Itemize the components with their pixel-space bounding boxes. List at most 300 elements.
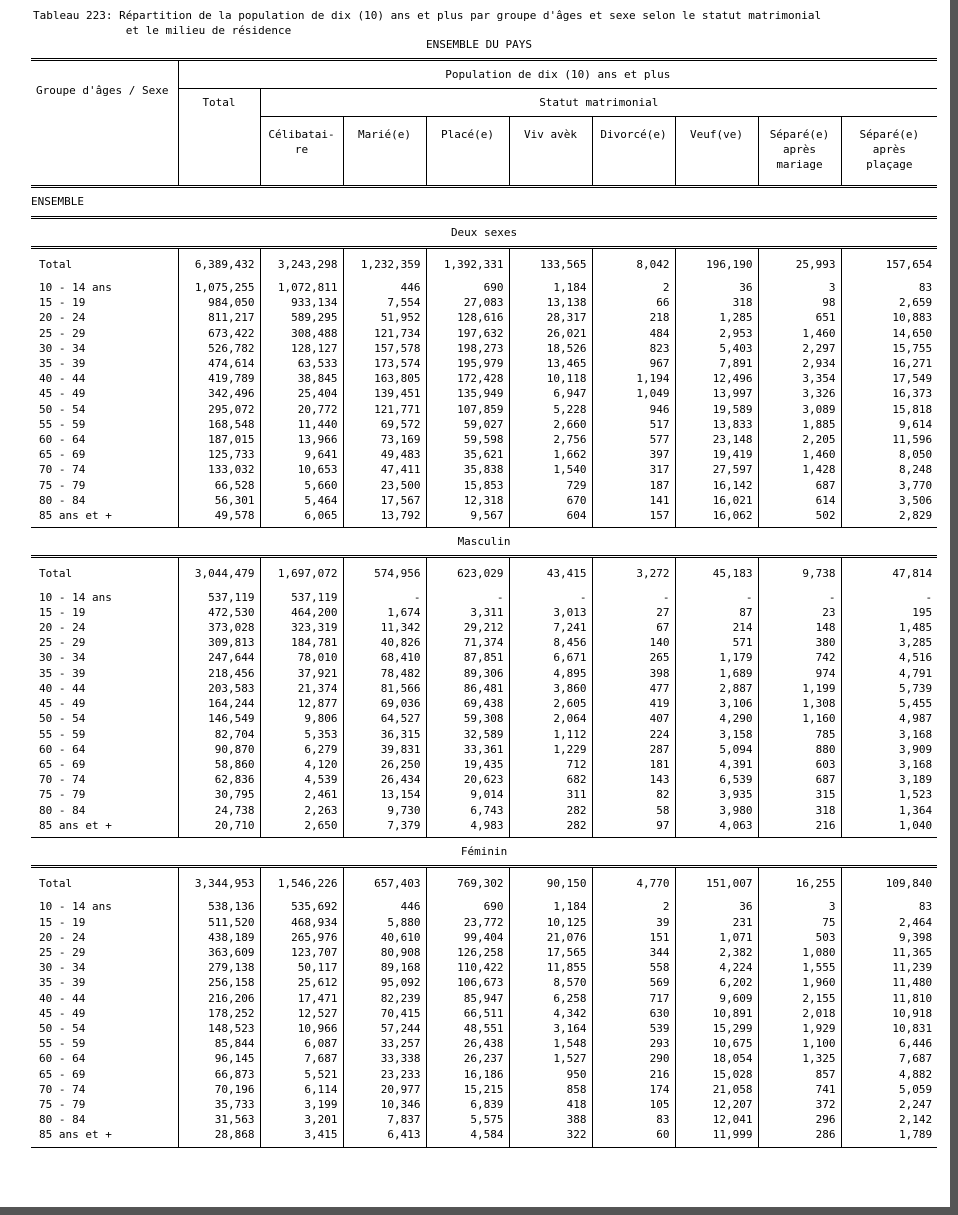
table-row [31, 899, 937, 914]
cell-value: 2,064 [509, 711, 592, 726]
cell-value: 133,565 [509, 257, 592, 272]
cell-value: 5,739 [841, 681, 937, 696]
cell-value: 81,566 [343, 681, 426, 696]
cell-value: 16,062 [675, 508, 758, 528]
cell-value: 187,015 [178, 432, 260, 447]
row-label: 60 - 64 [39, 433, 86, 447]
cell-value: 87,851 [426, 650, 509, 665]
cell-value: 67 [592, 620, 675, 635]
cell-value: 687 [758, 478, 841, 493]
cell-value: 66,511 [426, 1006, 509, 1021]
cell-value: 231 [675, 915, 758, 930]
cell-value: 19,589 [675, 402, 758, 417]
cell-value: 742 [758, 650, 841, 665]
cell-value: 69,036 [343, 696, 426, 711]
cell-value: 682 [509, 772, 592, 787]
table-row [31, 803, 937, 818]
row-label: 75 - 79 [39, 1097, 86, 1111]
cell-value: 216 [592, 1067, 675, 1082]
row-label: 35 - 39 [39, 357, 86, 371]
cell-value: 58 [592, 803, 675, 818]
cell-value: 125,733 [178, 447, 260, 462]
row-label: 15 - 19 [39, 296, 86, 310]
cell-value: 6,947 [509, 386, 592, 401]
row-label: 85 ans et + [31, 508, 178, 528]
cell-value: 3,199 [260, 1097, 343, 1112]
table-row [31, 711, 937, 726]
cell-value: 311 [509, 787, 592, 802]
cell-value: 3 [758, 899, 841, 914]
cell-value: 2,934 [758, 356, 841, 371]
cell-value: 282 [509, 803, 592, 818]
cell-value: 37,921 [260, 666, 343, 681]
table-row [31, 1082, 937, 1097]
cell-value: 151 [592, 930, 675, 945]
table-row [31, 945, 937, 960]
cell-value: 107,859 [426, 402, 509, 417]
cell-value: 148,523 [178, 1021, 260, 1036]
cell-value: 13,833 [675, 417, 758, 432]
row-label: 50 - 54 [39, 712, 86, 726]
row-label: 45 - 49 [39, 387, 86, 401]
column-header: Viv avèk [509, 117, 592, 187]
cell-value: 70,415 [343, 1006, 426, 1021]
cell-value: 12,527 [260, 1006, 343, 1021]
cell-value: 3,415 [260, 1127, 343, 1147]
cell-value: 15,215 [426, 1082, 509, 1097]
cell-value: 1,789 [841, 1127, 937, 1147]
table-row [31, 447, 937, 462]
cell-value: 287 [592, 742, 675, 757]
cell-value: 293 [592, 1036, 675, 1051]
cell-value: 690 [426, 899, 509, 914]
row-label: 15 - 19 [39, 915, 86, 929]
cell-value: 27,083 [426, 295, 509, 310]
table-title [33, 8, 821, 38]
cell-value: 135,949 [426, 386, 509, 401]
cell-value: 950 [509, 1067, 592, 1082]
cell-value: 1,527 [509, 1051, 592, 1066]
cell-value: 5,464 [260, 493, 343, 508]
table-row [31, 742, 937, 757]
cell-value: 83 [841, 280, 937, 295]
cell-value: 7,687 [260, 1051, 343, 1066]
cell-value: 13,138 [509, 295, 592, 310]
cell-value: 216 [758, 818, 841, 838]
cell-value: 43,415 [509, 566, 592, 581]
row-label: 80 - 84 [39, 493, 86, 507]
cell-value: 25,404 [260, 386, 343, 401]
cell-value: 511,520 [178, 915, 260, 930]
table-row [31, 787, 937, 802]
table-row [31, 1097, 937, 1112]
cell-value: 984,050 [178, 295, 260, 310]
total-row [31, 876, 937, 891]
cell-value: 25,993 [758, 257, 841, 272]
column-header: Célibatai- re [260, 117, 343, 187]
cell-value: 148 [758, 620, 841, 635]
cell-value: 398 [592, 666, 675, 681]
cell-value: 10,966 [260, 1021, 343, 1036]
cell-value: 11,480 [841, 975, 937, 990]
cell-value: 19,435 [426, 757, 509, 772]
cell-value: 4,342 [509, 1006, 592, 1021]
row-label: 25 - 29 [39, 945, 86, 959]
cell-value: 10,346 [343, 1097, 426, 1112]
cell-value: 121,771 [343, 402, 426, 417]
row-label: 40 - 44 [39, 372, 86, 386]
table-row [31, 356, 937, 371]
row-label: 50 - 54 [39, 402, 86, 416]
cell-value: 62,836 [178, 772, 260, 787]
cell-value: 880 [758, 742, 841, 757]
cell-value: 89,306 [426, 666, 509, 681]
cell-value: 173,574 [343, 356, 426, 371]
cell-value: 39 [592, 915, 675, 930]
cell-value: 12,496 [675, 371, 758, 386]
row-label: 75 - 79 [39, 478, 86, 492]
cell-value: 1,194 [592, 371, 675, 386]
table-row [31, 1112, 937, 1127]
cell-value: 18,054 [675, 1051, 758, 1066]
table-row [31, 960, 937, 975]
row-label: 50 - 54 [39, 1021, 86, 1035]
cell-value: 178,252 [178, 1006, 260, 1021]
cell-value: 1,485 [841, 620, 937, 635]
table-row [31, 727, 937, 742]
table-row [31, 620, 937, 635]
row-label: 85 ans et + [31, 1127, 178, 1147]
cell-value: 4,791 [841, 666, 937, 681]
cell-value: 25,612 [260, 975, 343, 990]
cell-value: 96,145 [178, 1051, 260, 1066]
cell-value: 2,018 [758, 1006, 841, 1021]
cell-value: 3,860 [509, 681, 592, 696]
cell-value: 3,168 [841, 727, 937, 742]
cell-value: 363,609 [178, 945, 260, 960]
cell-value: 6,539 [675, 772, 758, 787]
cell-value: 1,460 [758, 447, 841, 462]
row-label: 75 - 79 [39, 788, 86, 802]
cell-value: 11,596 [841, 432, 937, 447]
cell-value: 419,789 [178, 371, 260, 386]
cell-value: 48,551 [426, 1021, 509, 1036]
cell-value: 184,781 [260, 635, 343, 650]
cell-value: 26,237 [426, 1051, 509, 1066]
cell-value: 3,044,479 [178, 566, 260, 581]
row-label: 10 - 14 ans [39, 281, 112, 295]
cell-value: 5,575 [426, 1112, 509, 1127]
row-label: 65 - 69 [39, 448, 86, 462]
cell-value: 6,065 [260, 508, 343, 528]
cell-value: 604 [509, 508, 592, 528]
cell-value: 10,653 [260, 462, 343, 477]
cell-value: 1,184 [509, 280, 592, 295]
cell-value: 690 [426, 280, 509, 295]
cell-value: 146,549 [178, 711, 260, 726]
cell-value: 574,956 [343, 566, 426, 581]
cell-value: 9,730 [343, 803, 426, 818]
cell-value: 70,196 [178, 1082, 260, 1097]
table-row [31, 432, 937, 447]
total-header: Total [178, 89, 260, 187]
cell-value: 2,887 [675, 681, 758, 696]
cell-value: 10,675 [675, 1036, 758, 1051]
cell-value: 418 [509, 1097, 592, 1112]
table-row [31, 371, 937, 386]
cell-value: 85,947 [426, 991, 509, 1006]
title-line-2: et le milieu de résidence [33, 24, 292, 37]
cell-value: 5,521 [260, 1067, 343, 1082]
cell-value: 741 [758, 1082, 841, 1097]
table-row [31, 818, 937, 838]
cell-value: 2,659 [841, 295, 937, 310]
cell-value: 99,404 [426, 930, 509, 945]
cell-value: 214 [675, 620, 758, 635]
cell-value: 82,239 [343, 991, 426, 1006]
cell-value: 380 [758, 635, 841, 650]
cell-value: 6,202 [675, 975, 758, 990]
cell-value: 20,623 [426, 772, 509, 787]
cell-value: 10,125 [509, 915, 592, 930]
cell-value: 95,092 [343, 975, 426, 990]
cell-value: 1,285 [675, 310, 758, 325]
cell-value: 3,013 [509, 605, 592, 620]
cell-value: 38,845 [260, 371, 343, 386]
cell-value: 9,014 [426, 787, 509, 802]
cell-value: 47,814 [841, 566, 937, 581]
table-row [31, 681, 937, 696]
table-row [31, 417, 937, 432]
table-row [31, 402, 937, 417]
table-subtitle: ENSEMBLE DU PAYS [426, 38, 532, 51]
cell-value: 195,979 [426, 356, 509, 371]
cell-value: 35,733 [178, 1097, 260, 1112]
group-header: Groupe d'âges / Sexe [36, 84, 169, 97]
cell-value: 5,455 [841, 696, 937, 711]
cell-value: 11,855 [509, 960, 592, 975]
cell-value: 16,186 [426, 1067, 509, 1082]
row-label: 65 - 69 [39, 1067, 86, 1081]
cell-value: 23,148 [675, 432, 758, 447]
ensemble-label: ENSEMBLE [31, 187, 937, 217]
cell-value: 309,813 [178, 635, 260, 650]
table-row [31, 386, 937, 401]
cell-value: 3,909 [841, 742, 937, 757]
cell-value: 571 [675, 635, 758, 650]
row-label: 80 - 84 [39, 1113, 86, 1127]
cell-value: 5,660 [260, 478, 343, 493]
cell-value: 535,692 [260, 899, 343, 914]
cell-value: 9,641 [260, 447, 343, 462]
cell-value: 35,621 [426, 447, 509, 462]
cell-value: 4,224 [675, 960, 758, 975]
table-row [31, 590, 937, 605]
row-label: 85 ans et + [31, 818, 178, 838]
cell-value: 4,882 [841, 1067, 937, 1082]
cell-value: 224 [592, 727, 675, 742]
cell-value: 28,868 [178, 1127, 260, 1147]
cell-value: 10,883 [841, 310, 937, 325]
cell-value: 187 [592, 478, 675, 493]
cell-value: 8,456 [509, 635, 592, 650]
cell-value: 90,150 [509, 876, 592, 891]
cell-value: 49,483 [343, 447, 426, 462]
cell-value: 4,987 [841, 711, 937, 726]
cell-value: 265,976 [260, 930, 343, 945]
cell-value: 66 [592, 295, 675, 310]
cell-value: 1,540 [509, 462, 592, 477]
cell-value: 33,361 [426, 742, 509, 757]
cell-value: 157,578 [343, 341, 426, 356]
cell-value: 3,158 [675, 727, 758, 742]
cell-value: 1,232,359 [343, 257, 426, 272]
cell-value: 9,567 [426, 508, 509, 528]
cell-value: 290 [592, 1051, 675, 1066]
cell-value: 517 [592, 417, 675, 432]
cell-value: 58,860 [178, 757, 260, 772]
cell-value: 3,243,298 [260, 257, 343, 272]
cell-value: 110,422 [426, 960, 509, 975]
cell-value: 10,831 [841, 1021, 937, 1036]
cell-value: 712 [509, 757, 592, 772]
cell-value: 2,660 [509, 417, 592, 432]
row-label: 70 - 74 [39, 773, 86, 787]
cell-value: 12,318 [426, 493, 509, 508]
cell-value: 569 [592, 975, 675, 990]
cell-value: 45,183 [675, 566, 758, 581]
cell-value: 6,671 [509, 650, 592, 665]
cell-value: 7,554 [343, 295, 426, 310]
cell-value: 71,374 [426, 635, 509, 650]
column-header: Séparé(e) après mariage [758, 117, 841, 187]
cell-value: 143 [592, 772, 675, 787]
cell-value: 729 [509, 478, 592, 493]
cell-value: 322 [509, 1127, 592, 1147]
cell-value: 446 [343, 899, 426, 914]
table-row [31, 1006, 937, 1021]
cell-value: 23,772 [426, 915, 509, 930]
total-row [31, 566, 937, 581]
cell-value: 50,117 [260, 960, 343, 975]
cell-value: 3,935 [675, 787, 758, 802]
cell-value: 472,530 [178, 605, 260, 620]
cell-value: 1,072,811 [260, 280, 343, 295]
cell-value: 85,844 [178, 1036, 260, 1051]
cell-value: 2,142 [841, 1112, 937, 1127]
cell-value: 17,567 [343, 493, 426, 508]
cell-value: 83 [592, 1112, 675, 1127]
cell-value: 66,528 [178, 478, 260, 493]
cell-value: 342,496 [178, 386, 260, 401]
cell-value: 397 [592, 447, 675, 462]
cell-value: 6,389,432 [178, 257, 260, 272]
table-row [31, 508, 937, 528]
cell-value: 589,295 [260, 310, 343, 325]
cell-value: 1,548 [509, 1036, 592, 1051]
cell-value: 1,546,226 [260, 876, 343, 891]
cell-value: - [592, 590, 675, 605]
cell-value: 5,403 [675, 341, 758, 356]
cell-value: 35,838 [426, 462, 509, 477]
cell-value: 23,233 [343, 1067, 426, 1082]
cell-value: 265 [592, 650, 675, 665]
cell-value: 9,398 [841, 930, 937, 945]
table-row [31, 478, 937, 493]
cell-value: 1,555 [758, 960, 841, 975]
cell-value: 16,271 [841, 356, 937, 371]
cell-value: 13,997 [675, 386, 758, 401]
cell-value: 2,263 [260, 803, 343, 818]
cell-value: 126,258 [426, 945, 509, 960]
cell-value: 21,058 [675, 1082, 758, 1097]
cell-value: 769,302 [426, 876, 509, 891]
table-row [31, 1036, 937, 1051]
column-header: Divorcé(e) [592, 117, 675, 187]
cell-value: 7,687 [841, 1051, 937, 1066]
cell-value: 1,199 [758, 681, 841, 696]
cell-value: 4,391 [675, 757, 758, 772]
cell-value: 26,434 [343, 772, 426, 787]
cell-value: 3,089 [758, 402, 841, 417]
table-row [31, 915, 937, 930]
cell-value: 5,228 [509, 402, 592, 417]
cell-value: 407 [592, 711, 675, 726]
cell-value: 1,674 [343, 605, 426, 620]
cell-value: 24,738 [178, 803, 260, 818]
cell-value: 1,428 [758, 462, 841, 477]
cell-value: 3,189 [841, 772, 937, 787]
row-label: 60 - 64 [39, 1052, 86, 1066]
cell-value: 8,042 [592, 257, 675, 272]
cell-value: 51,952 [343, 310, 426, 325]
cell-value: 40,826 [343, 635, 426, 650]
cell-value: 4,770 [592, 876, 675, 891]
cell-value: 2,650 [260, 818, 343, 838]
cell-value: 29,212 [426, 620, 509, 635]
cell-value: 7,837 [343, 1112, 426, 1127]
cell-value: 4,290 [675, 711, 758, 726]
cell-value: 2,382 [675, 945, 758, 960]
row-label: 60 - 64 [39, 742, 86, 756]
cell-value: 1,049 [592, 386, 675, 401]
cell-value: 6,114 [260, 1082, 343, 1097]
cell-value: 59,027 [426, 417, 509, 432]
row-label: 45 - 49 [39, 1006, 86, 1020]
cell-value: 15,028 [675, 1067, 758, 1082]
cell-value: 13,966 [260, 432, 343, 447]
cell-value: 318 [675, 295, 758, 310]
cell-value: 33,338 [343, 1051, 426, 1066]
row-label: 30 - 34 [39, 961, 86, 975]
cell-value: 32,589 [426, 727, 509, 742]
cell-value: 26,250 [343, 757, 426, 772]
row-label: 35 - 39 [39, 976, 86, 990]
cell-value: 419 [592, 696, 675, 711]
section-header: Masculin [31, 528, 937, 557]
cell-value: 21,374 [260, 681, 343, 696]
cell-value: 2,605 [509, 696, 592, 711]
cell-value: 4,063 [675, 818, 758, 838]
table-row [31, 696, 937, 711]
cell-value: 3,285 [841, 635, 937, 650]
cell-value: - [758, 590, 841, 605]
cell-value: 4,539 [260, 772, 343, 787]
cell-value: 811,217 [178, 310, 260, 325]
table-row [31, 650, 937, 665]
table-row [31, 295, 937, 310]
cell-value: 163,805 [343, 371, 426, 386]
